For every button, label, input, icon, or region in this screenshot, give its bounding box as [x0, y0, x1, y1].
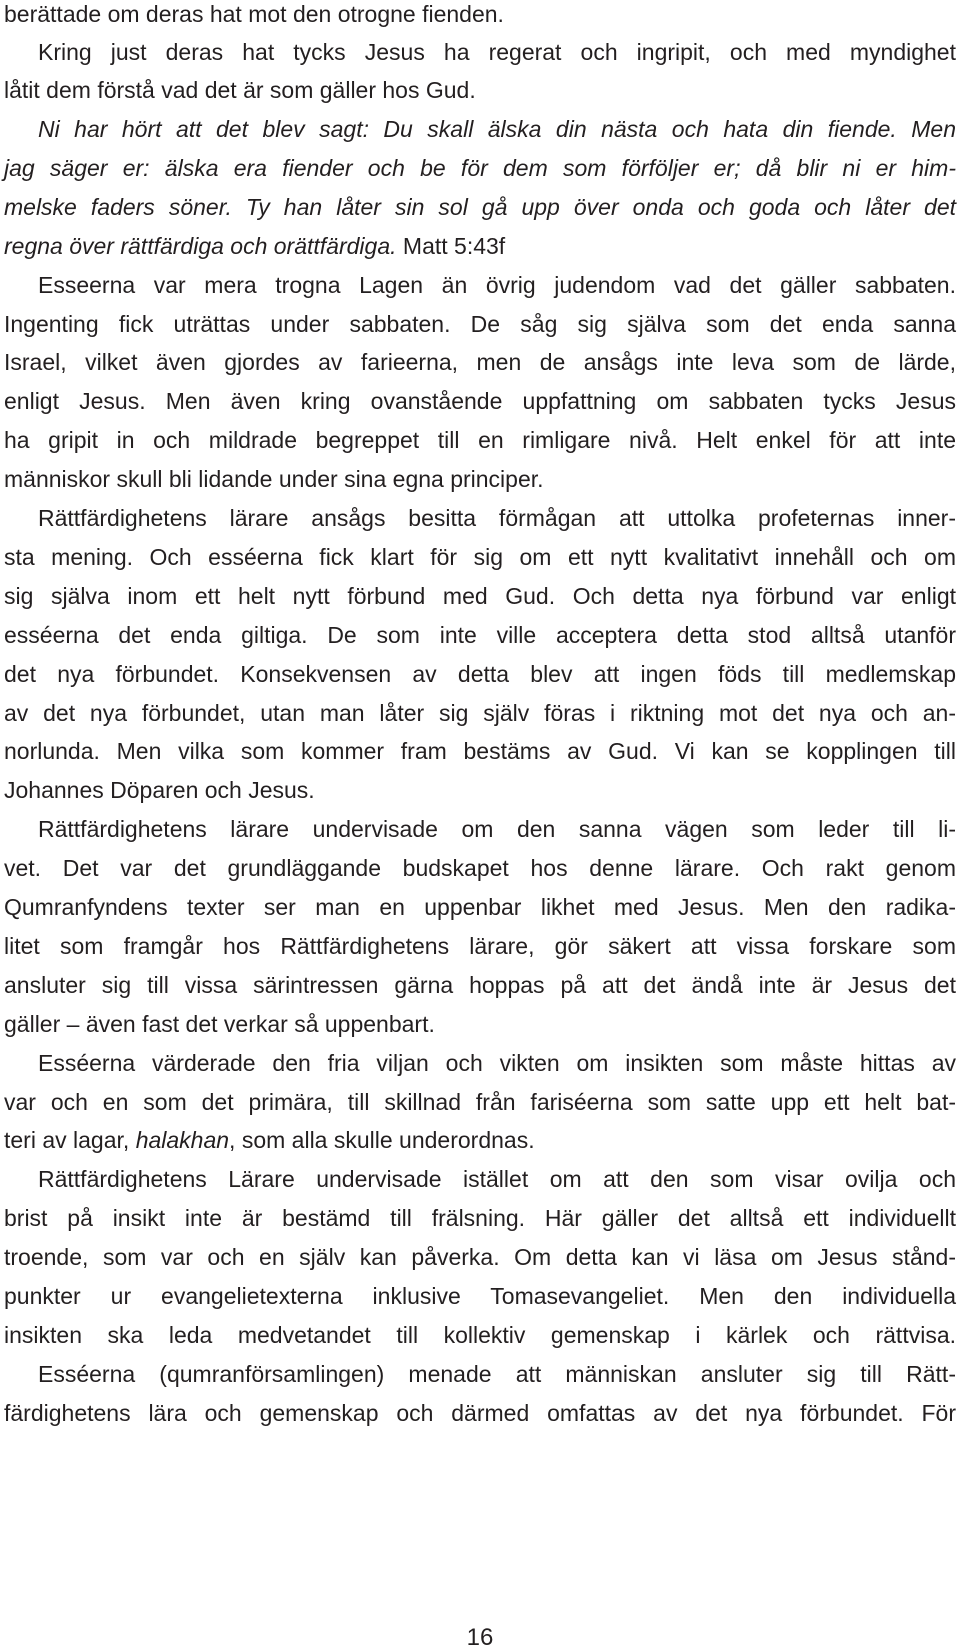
text-line: [4, 232, 505, 260]
text-line: [38, 815, 956, 843]
text: brist på insikt inte är bestämd till frälsning. Här gäller det alltså ett individuellt: [4, 1205, 956, 1231]
text-line: [4, 465, 544, 493]
text: vet. Det var det grundläggande budskapet hos denne lärare. Och rakt genom: [4, 855, 956, 881]
text-line: [4, 854, 956, 882]
text: berättade om deras hat mot den otrogne fienden.: [4, 1, 504, 27]
text-line: [4, 0, 504, 28]
text-line: [38, 504, 956, 532]
text-line: [4, 1399, 956, 1427]
italic-text: regna över rättfärdiga och orättfärdiga.: [4, 233, 397, 259]
text: Esseerna var mera trogna Lagen än övrig judendom vad det gäller sabbaten.: [38, 272, 956, 298]
text: ansluter sig till vissa särintressen gärna hoppas på att det ändå inte är Jesus det: [4, 972, 956, 998]
text: norlunda. Men vilka som kommer fram bestäms av Gud. Vi kan se kopplingen till: [4, 738, 956, 764]
text: ha gripit in och mildrade begreppet till en rimligare nivå. Helt enkel för att inte: [4, 427, 956, 453]
text: var och en som det primära, till skillnad från fariséerna som satte upp ett helt bat-: [4, 1089, 956, 1115]
text: gäller – även fast det verkar så uppenbart.: [4, 1011, 435, 1037]
text-line: [38, 271, 956, 299]
text: Rättfärdighetens lärare undervisade om den sanna vägen som leder till li-: [38, 816, 956, 842]
text: Ingenting fick uträttas under sabbaten. De såg sig själva som det enda sanna: [4, 311, 956, 337]
text: Matt 5:43f: [396, 233, 506, 259]
text-line: [4, 543, 956, 571]
italic-text: jag säger er: älska era fiender och be för dem som förföljer er; då blir ni er him-: [4, 155, 956, 181]
page-number: 16: [466, 1624, 494, 1651]
text: färdighetens lära och gemenskap och därmed omfattas av det nya förbundet. För: [4, 1400, 956, 1426]
text: , som alla skulle underordnas.: [229, 1127, 535, 1153]
text-line: [38, 1165, 956, 1193]
text-line: [4, 660, 956, 688]
text: enligt Jesus. Men även kring ovanstående uppfattning om sabbaten tycks Jesus: [4, 388, 956, 414]
text-line: [4, 1243, 956, 1271]
text: människor skull bli lidande under sina egna principer.: [4, 466, 544, 492]
text-line: [38, 1049, 956, 1077]
text: sig själva inom ett helt nytt förbund med Gud. Och detta nya förbund var enligt: [4, 583, 956, 609]
italic-text: melske faders söner. Ty han låter sin sol gå upp över onda och goda och låter det: [4, 194, 956, 220]
text-line: [38, 38, 956, 66]
text-line: [4, 348, 956, 376]
text: Rättfärdighetens Lärare undervisade istället om att den som visar ovilja och: [38, 1166, 956, 1192]
italic-text: halakhan: [135, 1127, 230, 1153]
text-line: [4, 1204, 956, 1232]
text: sta mening. Och esséerna fick klart för sig om ett nytt kvalitativt innehåll och om: [4, 544, 956, 570]
text: punkter ur evangelietexterna inklusive Tomasevangeliet. Men den individuella: [4, 1283, 956, 1309]
text-line: [4, 1126, 535, 1154]
text-line: [4, 699, 956, 727]
text: låtit dem förstå vad det är som gäller hos Gud.: [4, 77, 476, 103]
text-line: [4, 76, 476, 104]
text: troende, som var och en själv kan påverka. Om detta kan vi läsa om Jesus stånd-: [4, 1244, 956, 1270]
text-line: [4, 1010, 435, 1038]
text: av det nya förbundet, utan man låter sig själv föras i riktning mot det nya och an-: [4, 700, 956, 726]
text-line: [38, 115, 956, 143]
text-line: [4, 621, 956, 649]
text-line: [4, 426, 956, 454]
text-line: [4, 737, 956, 765]
text: teri av lagar,: [4, 1127, 136, 1153]
text: det nya förbundet. Konsekvensen av detta blev att ingen föds till medlemskap: [4, 661, 956, 687]
text: insikten ska leda medvetandet till kollektiv gemenskap i kärlek och rättvisa.: [4, 1322, 956, 1348]
text: esséerna det enda giltiga. De som inte ville acceptera detta stod alltså utanför: [4, 622, 956, 648]
text-line: [4, 971, 956, 999]
text-line: [4, 1088, 956, 1116]
text-line: [4, 1282, 956, 1310]
text: Esséerna värderade den fria viljan och vikten om insikten som måste hittas av: [38, 1050, 956, 1076]
text-line: [4, 776, 315, 804]
text: Israel, vilket även gjordes av farieerna, men de ansågs inte leva som de lärde,: [4, 349, 956, 375]
text: Johannes Döparen och Jesus.: [4, 777, 315, 803]
text-line: [4, 154, 956, 182]
text: litet som framgår hos Rättfärdighetens lärare, gör säkert att vissa forskare som: [4, 933, 956, 959]
text-line: [4, 932, 956, 960]
text-line: [4, 193, 956, 221]
italic-text: Ni har hört att det blev sagt: Du skall älska din nästa och hata din fiende. Men: [38, 116, 956, 142]
text-line: [4, 582, 956, 610]
text: Esséerna (qumranförsamlingen) menade att människan ansluter sig till Rätt-: [38, 1361, 956, 1387]
text: Kring just deras hat tycks Jesus ha regerat och ingripit, och med myndighet: [38, 39, 956, 65]
text: Qumranfyndens texter ser man en uppenbar likhet med Jesus. Men den radika-: [4, 894, 956, 920]
text-line: [4, 893, 956, 921]
text-line: [38, 1360, 956, 1388]
text-line: [4, 1321, 956, 1349]
text-line: [4, 387, 956, 415]
text-line: [4, 310, 956, 338]
text: Rättfärdighetens lärare ansågs besitta förmågan att uttolka profeternas inner-: [38, 505, 956, 531]
